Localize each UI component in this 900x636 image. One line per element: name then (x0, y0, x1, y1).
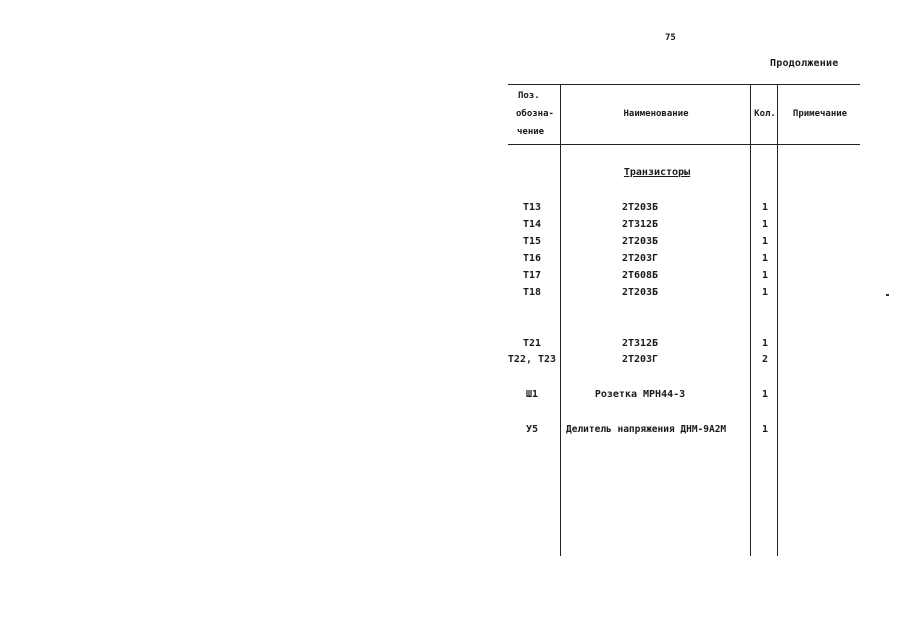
row-qty: 1 (761, 236, 769, 247)
row-pos: Ш1 (525, 389, 539, 400)
row-name: 2Т203Б (621, 202, 659, 213)
row-pos: T13 (522, 202, 542, 213)
row-qty: 1 (761, 287, 769, 298)
row-name: 2Т312Б (621, 219, 659, 230)
column-divider-pos (560, 84, 561, 556)
row-pos: T18 (522, 287, 542, 298)
header-qty: Кол. (754, 109, 776, 119)
header-note: Примечание (792, 109, 848, 119)
row-name: 2Т203Г (621, 253, 659, 264)
row-name: Розетка МРН44-3 (594, 389, 686, 400)
row-qty: 1 (761, 338, 769, 349)
scan-speck (886, 294, 889, 296)
column-divider-qty (777, 84, 778, 556)
row-pos: T17 (522, 270, 542, 281)
row-qty: 1 (761, 389, 769, 400)
row-name: 2Т312Б (621, 338, 659, 349)
header-name: Наименование (623, 109, 689, 119)
header-pos-line2: обозна- (516, 109, 554, 119)
row-qty: 1 (761, 270, 769, 281)
row-pos: У5 (525, 424, 539, 435)
row-pos: T15 (522, 236, 542, 247)
header-pos-line3: чение (517, 127, 545, 137)
row-pos: T16 (522, 253, 542, 264)
row-pos: T22, T23 (507, 354, 557, 365)
column-divider-name (750, 84, 751, 556)
row-qty: 1 (761, 219, 769, 230)
row-qty: 1 (761, 424, 769, 435)
row-pos: T14 (522, 219, 542, 230)
row-name: 2Т203Г (621, 354, 659, 365)
row-name: 2Т203Б (621, 236, 659, 247)
section-title: Транзисторы (623, 167, 691, 178)
header-pos-line1: Поз. (518, 91, 540, 101)
page-number: 75 (665, 33, 676, 43)
row-name: 2Т608Б (621, 270, 659, 281)
row-name: Делитель напряжения ДНМ-9А2М (566, 424, 727, 435)
row-name: 2Т203Б (621, 287, 659, 298)
row-pos: T21 (522, 338, 542, 349)
row-qty: 1 (761, 202, 769, 213)
continuation-label: Продолжение (770, 58, 839, 69)
row-qty: 2 (761, 354, 769, 365)
row-qty: 1 (761, 253, 769, 264)
